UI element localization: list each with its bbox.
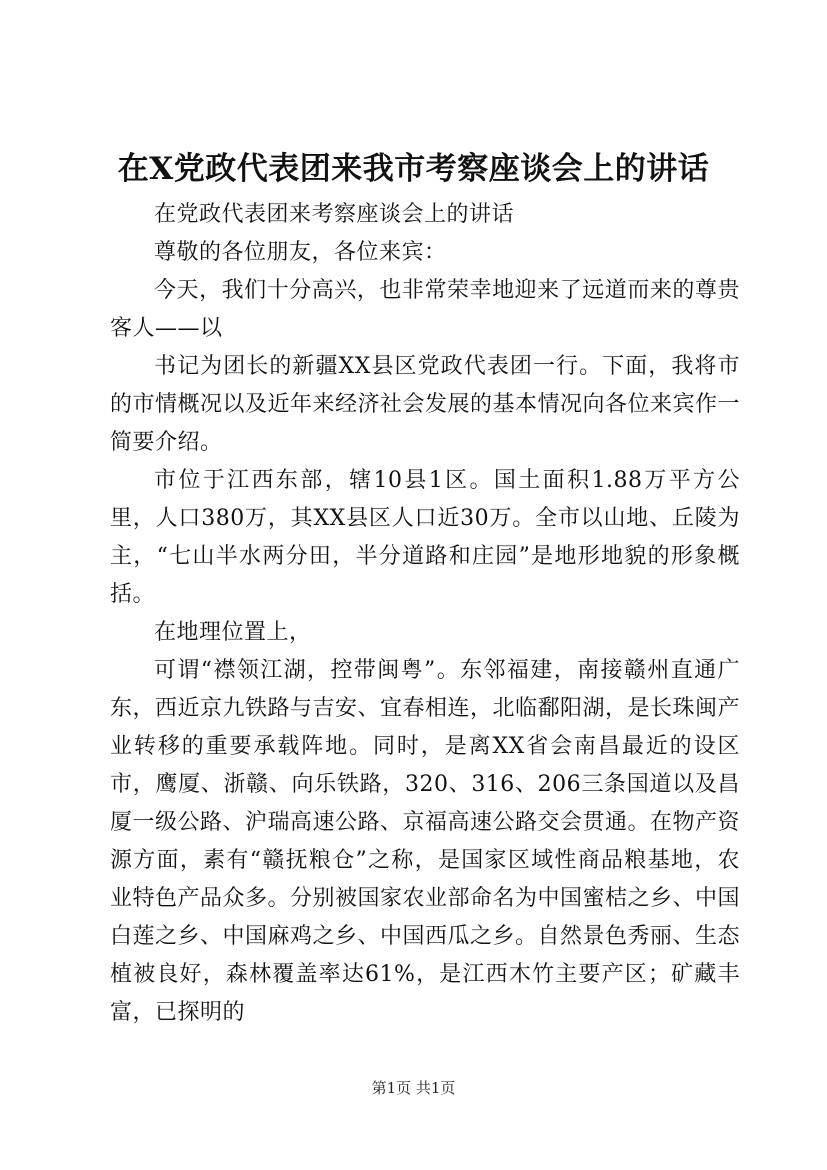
page-number-footer: 第1页 共1页: [371, 1079, 456, 1097]
paragraph-location-details: 可谓“襟领江湖，控带闽粤”。东邻福建，南接赣州直通广东，西近京九铁路与吉安、宜春相连，北临鄱阳湖，是长珠闽产业转移的重要承载阵地。同时，是离XX省会南昌最近的设区市，鹰厦、浙赣、向乐铁路，320、316、206三条国道以及昌厦一级公路、沪瑞高速公路、京福高速公路交会贯通。在物产资源方面，素有“赣抚粮仓”之称，是国家区域性商品粮基地，农业特色产品众多。分别被国家农业部命名为中国蜜桔之乡、中国白莲之乡、中国麻鸡之乡、中国西瓜之乡。自然景色秀丽、生态植被良好，森林覆盖率达61%，是江西木竹主要产区；矿藏丰富，已探明的: [110, 658, 741, 1025]
paragraph-overview: 市位于江西东部，辖10县1区。国土面积1.88万平方公里，人口380万，其XX县区人口近30万。全市以山地、丘陵为主，“七山半水两分田，半分道路和庄园”是地形地貌的形象概括。: [110, 468, 740, 607]
document-body: [110, 196, 740, 1032]
paragraph-subtitle: 在党政代表团来考察座谈会上的讲话: [154, 202, 515, 227]
paragraph-location-heading: 在地理位置上，: [154, 620, 312, 645]
paragraph-introduction: 书记为团长的新疆XX县区党政代表团一行。下面，我将市的市情概况以及近年来经济社会发展的基本情况向各位来宾作一简要介绍。: [110, 354, 741, 455]
paragraph-salutation: 尊敬的各位朋友，各位来宾：: [154, 240, 447, 265]
paragraph-welcome: 今天，我们十分高兴，也非常荣幸地迎来了远道而来的尊贵客人——以: [110, 278, 740, 341]
document-title: 在X党政代表团来我市考察座谈会上的讲话: [117, 151, 710, 187]
